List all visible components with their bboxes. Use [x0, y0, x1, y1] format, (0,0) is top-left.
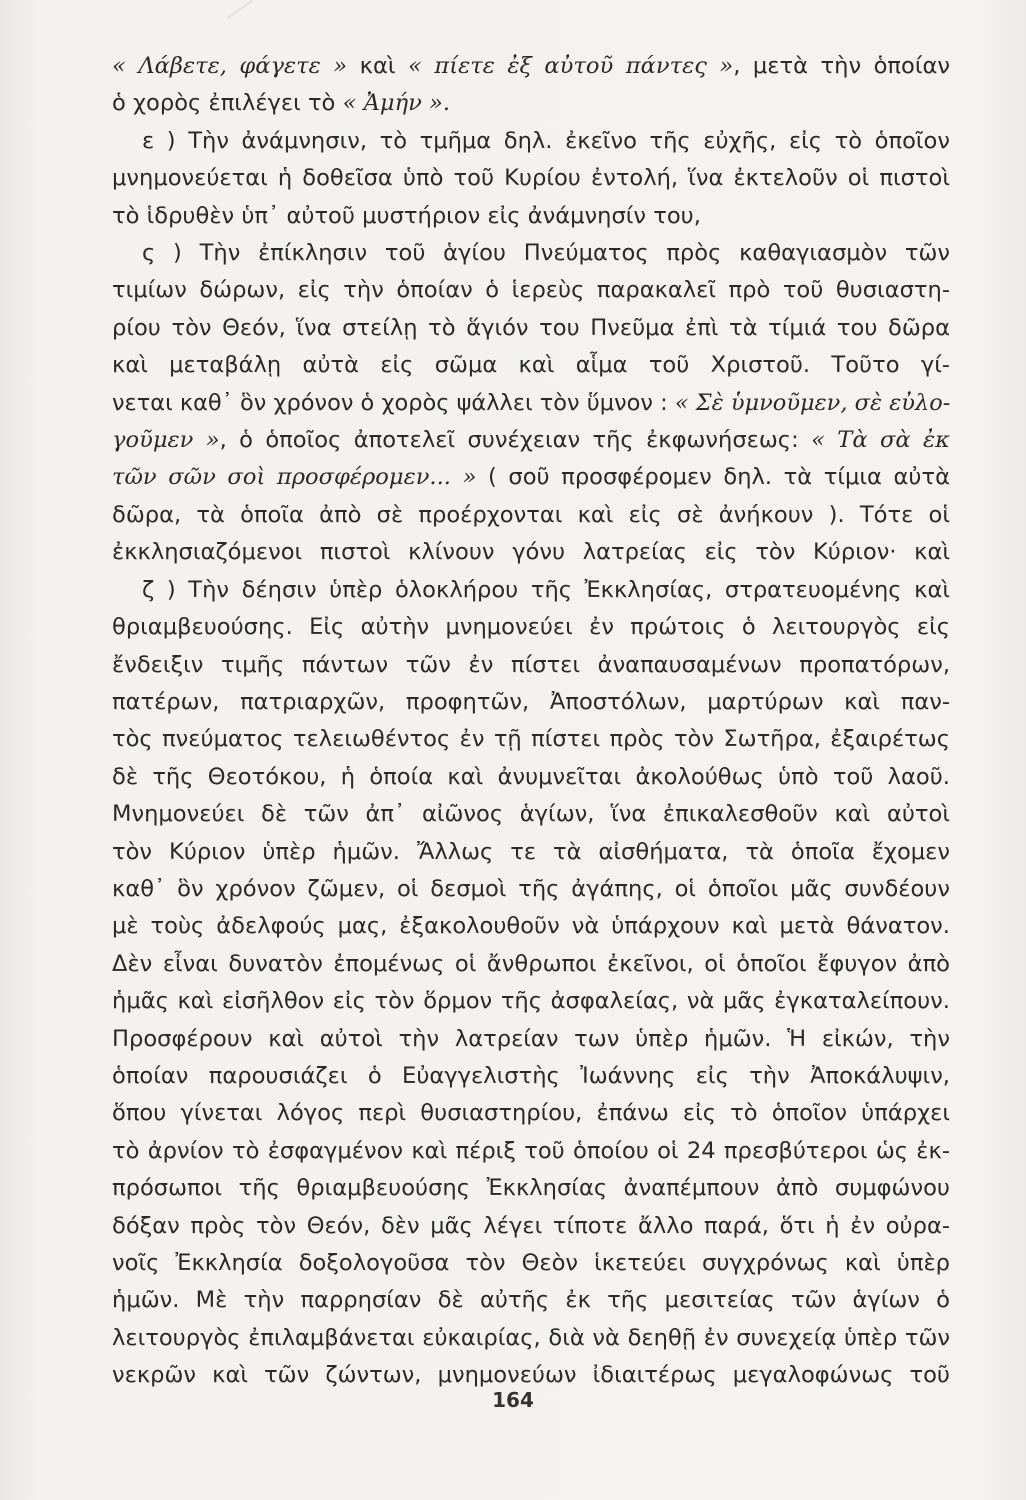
text-segment: δὲ τῆς Θεοτόκου, ἡ ὁποία καὶ ἀνυμνεῖται ἀκολούθως ὑπὸ τοῦ λαοῦ.: [112, 763, 950, 790]
text-segment: πατέρων, πατριαρχῶν, προφητῶν, Ἀποστόλων, μαρτύρων καὶ παν-: [112, 688, 950, 715]
scan-mark: [227, 0, 266, 38]
text-line: [112, 871, 950, 908]
text-segment: ( σοῦ προσφέρομεν δηλ. τὰ τίμια αὐτὰ: [476, 464, 950, 491]
text-segment: ρίου τὸν Θεόν, ἵνα στείλῃ τὸ ἅγιόν του Πνεῦμα ἐπὶ τὰ τίμιά του δῶρα: [112, 314, 950, 341]
text-segment: δῶρα, τὰ ὁποῖα ἀπὸ σὲ προέρχονται καὶ εἰς σὲ ἀνήκουν ). Τότε οἱ: [112, 501, 950, 528]
text-segment: ὅπου γίνεται λόγος περὶ θυσιαστηρίου, ἐπάνω εἰς τὸ ὁποῖον ὑπάρχει: [112, 1100, 950, 1127]
text-line: [112, 759, 950, 796]
text-segment: καὶ: [347, 53, 409, 79]
text-segment: ζ ) Τὴν δέησιν ὑπὲρ ὁλοκλήρου τῆς Ἐκκλησίας, στρατευομένης καὶ: [142, 576, 950, 603]
text-line: [112, 1133, 950, 1170]
text-segment: νοῖς Ἐκκλησία δοξολογοῦσα τὸν Θεὸν ἱκετεύει συγχρόνως καὶ ὑπὲρ: [112, 1250, 950, 1276]
text-line: [112, 85, 950, 122]
text-line: [112, 721, 950, 758]
text-line: [112, 1282, 950, 1319]
text-line: [112, 497, 950, 534]
text-segment: , μετὰ τὴν ὁποίαν: [733, 53, 951, 79]
text-segment: νεκρῶν καὶ τῶν ζώντων, μνημονεύων ἰδιαιτέρως μεγαλοφώνως τοῦ: [112, 1362, 950, 1389]
text-line: [112, 422, 950, 459]
text-line: [112, 272, 950, 309]
text-line: [112, 684, 950, 721]
text-line: [112, 347, 950, 384]
text-segment: « Λάβετε, φάγετε »: [112, 53, 348, 79]
text-line: [112, 796, 950, 833]
text-line: [112, 834, 950, 871]
page-number: 164: [492, 1388, 534, 1412]
text-segment: καὶ μεταβάλῃ αὐτὰ εἰς σῶμα καὶ αἷμα τοῦ Χριστοῦ. Τοῦτο γί-: [112, 352, 950, 379]
text-segment: ἐκκλησιαζόμενοι πιστοὶ κλίνουν γόνυ λατρείας εἰς τὸν Κύριον· καὶ: [112, 539, 950, 566]
text-line: [112, 572, 950, 609]
text-line: [112, 1320, 950, 1357]
text-segment: γοῦμεν »: [112, 427, 220, 454]
text-segment: , ὁ ὁποῖος ἀποτελεῖ συνέχειαν τῆς ἐκφωνήσεως:: [219, 427, 812, 454]
text-line: [112, 235, 950, 272]
text-segment: τῶν σῶν σοὶ προσφέρομεν... »: [112, 464, 477, 491]
text-segment: τὸ ἀρνίον τὸ ἐσφαγμένον καὶ πέριξ τοῦ ὁποίου οἱ 24 πρεσβύτεροι ὡς ἐκ-: [112, 1137, 950, 1164]
text-segment: ὁποίαν παρουσιάζει ὁ Εὐαγγελιστὴς Ἰωάννης εἰς τὴν Ἀποκάλυψιν,: [112, 1062, 950, 1089]
text-line: [112, 908, 950, 945]
text-line: [112, 198, 950, 235]
text-segment: τὸν Κύριον ὑπὲρ ἡμῶν. Ἄλλως τε τὰ αἰσθήματα, τὰ ὁποῖα ἔχομεν: [112, 838, 950, 865]
text-segment: δόξαν πρὸς τὸν Θεόν, δὲν μᾶς λέγει τίποτε ἄλλο παρά, ὅτι ἡ ἐν οὐρα-: [112, 1212, 950, 1239]
text-line: [112, 946, 950, 983]
text-line: [112, 1095, 950, 1132]
text-segment: καθ᾽ ὃν χρόνον ζῶμεν, οἱ δεσμοὶ τῆς ἀγάπης, οἱ ὁποῖοι μᾶς συνδέουν: [112, 875, 950, 902]
text-line: [112, 609, 950, 646]
text-line: [112, 647, 950, 684]
text-line: [112, 1170, 950, 1207]
text-segment: « Ἀμήν ».: [342, 90, 451, 117]
text-segment: λειτουργὸς ἐπιλαμβάνεται εὐκαιρίας, διὰ νὰ δεηθῇ ἐν συνεχείᾳ ὑπὲρ τῶν: [112, 1324, 950, 1351]
text-segment: Δὲν εἶναι δυνατὸν ἐπομένως οἱ ἄνθρωποι ἐκεῖνοι, οἱ ὁποῖοι ἔφυγον ἀπὸ: [112, 950, 950, 977]
text-segment: ε ) Τὴν ἀνάμνησιν, τὸ τμῆμα δηλ. ἐκεῖνο τῆς εὐχῆς, εἰς τὸ ὁποῖον: [142, 127, 950, 154]
text-line: [112, 1245, 950, 1282]
text-line: [112, 385, 950, 422]
text-segment: ς ) Τὴν ἐπίκλησιν τοῦ ἁγίου Πνεύματος πρὸς καθαγιασμὸν τῶν: [142, 240, 950, 267]
text-segment: τὸ ἱδρυθὲν ὑπ᾽ αὐτοῦ μυστήριον εἰς ἀνάμνησίν του,: [112, 202, 701, 229]
text-segment: μνημονεύεται ἡ δοθεῖσα ὑπὸ τοῦ Κυρίου ἐντολή, ἵνα ἐκτελοῦν οἱ πιστοὶ: [112, 165, 950, 192]
body-text: [112, 48, 950, 1395]
text-line: [112, 534, 950, 571]
text-line: [112, 160, 950, 197]
text-segment: πρόσωποι τῆς θριαμβευούσης Ἐκκλησίας ἀναπέμπουν ἀπὸ συμφώνου: [112, 1175, 950, 1202]
text-segment: « Τὰ σὰ ἐκ: [811, 427, 950, 454]
text-line: [112, 459, 950, 496]
text-segment: « πίετε ἐξ αὐτοῦ πάντες »: [408, 53, 734, 79]
text-segment: Μνημονεύει δὲ τῶν ἀπ᾽ αἰῶνος ἁγίων, ἵνα ἐπικαλεσθοῦν καὶ αὐτοὶ: [112, 801, 950, 828]
text-segment: Προσφέρουν καὶ αὐτοὶ τὴν λατρείαν των ὑπὲρ ἡμῶν. Ἡ εἰκών, τὴν: [112, 1025, 950, 1052]
text-segment: νεται καθ᾽ ὃν χρόνον ὁ χορὸς ψάλλει τὸν ὕμνον :: [112, 389, 675, 416]
text-line: [112, 1058, 950, 1095]
text-segment: τιμίων δώρων, εἰς τὴν ὁποίαν ὁ ἱερεὺς παρακαλεῖ πρὸ τοῦ θυσιαστη-: [112, 277, 950, 304]
text-line: [112, 1208, 950, 1245]
text-line: [112, 1021, 950, 1058]
text-segment: μὲ τοὺς ἀδελφούς μας, ἐξακολουθοῦν νὰ ὑπάρχουν καὶ μετὰ θάνατον.: [112, 913, 950, 940]
text-segment: θριαμβευούσης. Εἰς αὐτὴν μνημονεύει ἐν πρώτοις ὁ λειτουργὸς εἰς: [112, 614, 950, 641]
text-line: [112, 983, 950, 1020]
text-segment: « Σὲ ὑμνοῦμεν, σὲ εὐλο-: [674, 389, 951, 416]
text-segment: ἡμᾶς καὶ εἰσῆλθον εἰς τὸν ὅρμον τῆς ἀσφαλείας, νὰ μᾶς ἐγκαταλείπουν.: [112, 988, 950, 1015]
text-line: [112, 123, 950, 160]
text-segment: τὸς πνεύματος τελειωθέντος ἐν τῇ πίστει πρὸς τὸν Σωτῆρα, ἐξαιρέτως: [112, 726, 950, 753]
text-segment: ἡμῶν. Μὲ τὴν παρρησίαν δὲ αὐτῆς ἐκ τῆς μεσιτείας τῶν ἁγίων ὁ: [112, 1287, 950, 1314]
text-line: [112, 310, 950, 347]
text-line: [112, 48, 950, 85]
text-segment: ὁ χορὸς ἐπιλέγει τὸ: [112, 90, 343, 117]
text-segment: ἔνδειξιν τιμῆς πάντων τῶν ἐν πίστει ἀναπαυσαμένων προπατόρων,: [112, 651, 950, 678]
